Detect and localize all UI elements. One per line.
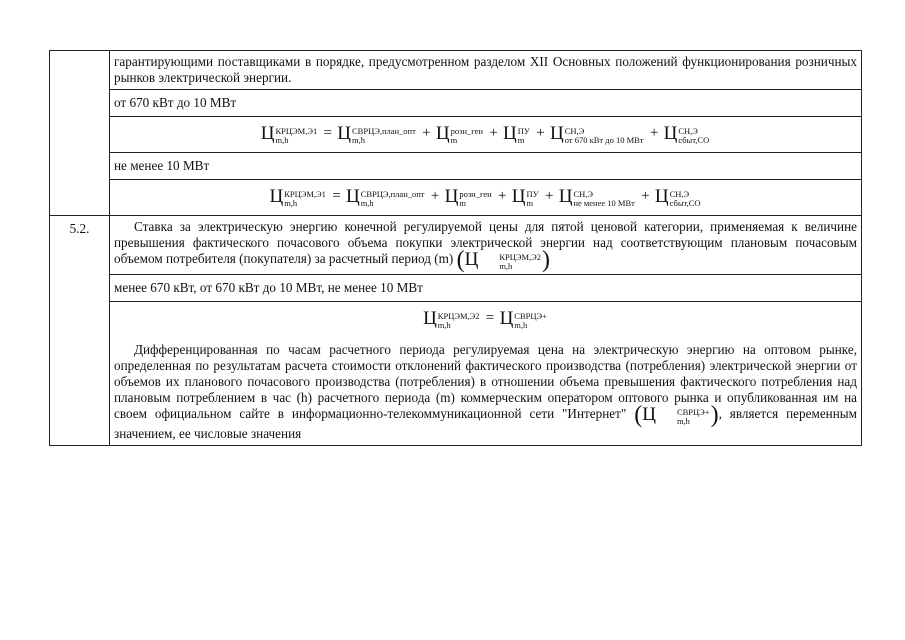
table-row — [50, 117, 862, 153]
table-row — [50, 51, 862, 90]
range-label: не менее 10 МВт — [110, 153, 862, 180]
section-description: Ставка за электрическую энергию конечной регулируемой цены для пятой ценовой категории, применяемая к величине превышения фактического почасового объема покупки электрической энергии над соответствующим плановым почасовым объемом потребителя (покупателя) за расчетный период (m) (Ц КРЦЭМ,Э2 m,h ) — [110, 216, 862, 275]
formula-range2: Ц КРЦЭМ,Э1 m,h = Ц СВРЦЭ,план_опт m,h + Ц розн_ген m + Ц ПУ m + Ц СН,Э не менее 10 МВт + Ц СН,Э сбыт,СО — [110, 180, 862, 216]
formula-range1: Ц КРЦЭМ,Э1 m,h = Ц СВРЦЭ,план_опт m,h + Ц розн_ген m + Ц ПУ m + Ц СН,Э от 670 кВт до 10 МВт + Ц СН,Э сбыт,СО — [110, 117, 862, 153]
intro-text: гарантирующими поставщиками в порядке, предусмотренном разделом XII Основных положений функционирования розничных рынков электрической энергии. — [110, 51, 862, 90]
formula-and-definition — [110, 302, 862, 446]
table-row — [50, 153, 862, 180]
table-row — [50, 302, 862, 446]
table-row — [50, 90, 862, 117]
definition-paragraph: Дифференцированная по часам расчетного периода регулируемая цена на электрическую энергию на оптовом рынке, определенная по результатам расчета стоимости отклонений фактического производства (потребления) электрической энергии от объемов их планового почасового производства (потребления) в отношении объема превышения фактического потребления над плановым потреблением в час (h) расчетного периода (m) коммерческим оператором оптового рынка и опубликованная им на своем официальном сайте в информационно-телекоммуникационной сети "Интернет" (Ц СВРЦЭ+ m,h ), является переменным значением, ее числовые значения — [114, 342, 857, 441]
table-row — [50, 180, 862, 216]
range-label: от 670 кВт до 10 МВт — [110, 90, 862, 117]
section-number: 5.2. — [50, 216, 110, 446]
section-number-cell — [50, 51, 110, 216]
table-row — [50, 216, 862, 275]
formula-5-2: Ц КРЦЭМ,Э2 m,h = Ц СВРЦЭ+ m,h — [423, 308, 547, 330]
table-row — [50, 275, 862, 302]
price-table — [49, 50, 862, 446]
range-label: менее 670 кВт, от 670 кВт до 10 МВт, не менее 10 МВт — [110, 275, 862, 302]
